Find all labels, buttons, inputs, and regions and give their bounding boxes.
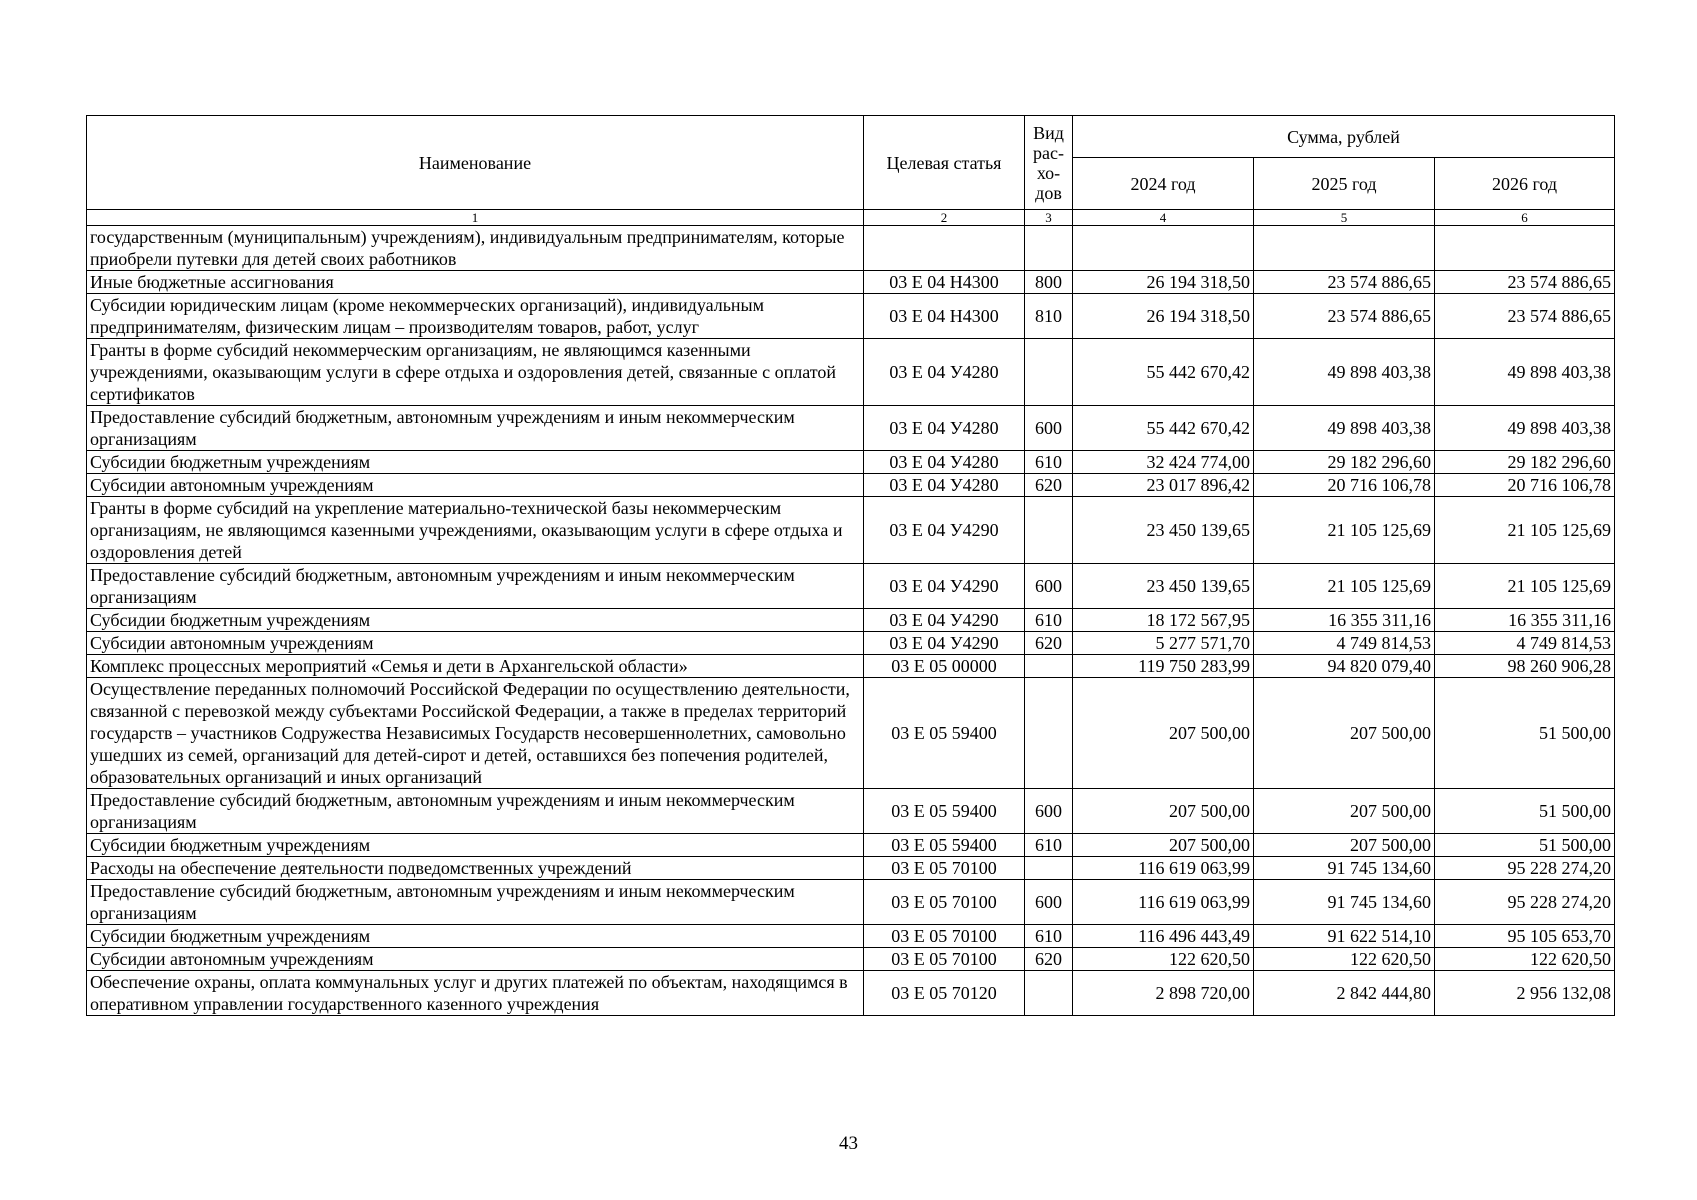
row-amount-2024-cell: 207 500,00 — [1073, 834, 1254, 857]
table-row — [87, 564, 1615, 609]
row-amount-2025-cell: 21 105 125,69 — [1254, 497, 1435, 564]
column-numbers-row — [87, 210, 1615, 226]
row-target-article-cell: 03 Е 04 У4290 — [864, 632, 1025, 655]
row-target-article-cell: 03 Е 05 59400 — [864, 678, 1025, 789]
row-expense-type-cell: 610 — [1025, 609, 1073, 632]
table-row — [87, 632, 1615, 655]
row-amount-2026-cell: 21 105 125,69 — [1435, 497, 1615, 564]
table-row — [87, 857, 1615, 880]
column-number: 1 — [87, 210, 864, 226]
table-row — [87, 271, 1615, 294]
row-target-article-cell: 03 Е 04 У4280 — [864, 339, 1025, 406]
row-expense-type-cell: 810 — [1025, 294, 1073, 339]
row-amount-2026-cell: 16 355 311,16 — [1435, 609, 1615, 632]
table-row — [87, 971, 1615, 1016]
row-amount-2026-cell: 122 620,50 — [1435, 948, 1615, 971]
row-name-cell: Субсидии бюджетным учреждениям — [87, 834, 864, 857]
row-amount-2025-cell: 23 574 886,65 — [1254, 294, 1435, 339]
row-expense-type-cell — [1025, 971, 1073, 1016]
row-amount-2026-cell: 23 574 886,65 — [1435, 271, 1615, 294]
table-row — [87, 678, 1615, 789]
row-name-cell: Предоставление субсидий бюджетным, автономным учреждениям и иным некоммерческим организациям — [87, 880, 864, 925]
row-target-article-cell: 03 Е 04 У4280 — [864, 474, 1025, 497]
row-amount-2024-cell: 32 424 774,00 — [1073, 451, 1254, 474]
row-name-cell: Гранты в форме субсидий некоммерческим организациям, не являющимся казенными учреждениями, оказывающим услуги в сфере отдыха и оздоровления детей, связанные с оплатой сертификатов — [87, 339, 864, 406]
table-row — [87, 609, 1615, 632]
table-row — [87, 834, 1615, 857]
row-amount-2025-cell: 49 898 403,38 — [1254, 339, 1435, 406]
row-amount-2024-cell: 26 194 318,50 — [1073, 294, 1254, 339]
row-expense-type-cell: 610 — [1025, 451, 1073, 474]
row-target-article-cell: 03 Е 05 70120 — [864, 971, 1025, 1016]
row-amount-2025-cell: 16 355 311,16 — [1254, 609, 1435, 632]
row-amount-2024-cell: 207 500,00 — [1073, 678, 1254, 789]
row-amount-2025-cell: 207 500,00 — [1254, 789, 1435, 834]
row-amount-2026-cell: 20 716 106,78 — [1435, 474, 1615, 497]
row-amount-2026-cell: 95 228 274,20 — [1435, 880, 1615, 925]
header-name: Наименование — [87, 116, 864, 210]
budget-table — [86, 115, 1615, 1016]
row-amount-2025-cell: 122 620,50 — [1254, 948, 1435, 971]
row-amount-2024-cell: 5 277 571,70 — [1073, 632, 1254, 655]
row-expense-type-cell: 600 — [1025, 880, 1073, 925]
row-name-cell: Субсидии автономным учреждениям — [87, 948, 864, 971]
row-amount-2025-cell: 4 749 814,53 — [1254, 632, 1435, 655]
row-target-article-cell: 03 Е 05 70100 — [864, 948, 1025, 971]
table-row — [87, 474, 1615, 497]
row-amount-2026-cell: 29 182 296,60 — [1435, 451, 1615, 474]
page-number: 43 — [839, 1133, 858, 1154]
row-amount-2024-cell: 55 442 670,42 — [1073, 339, 1254, 406]
row-expense-type-cell: 620 — [1025, 474, 1073, 497]
row-name-cell: Осуществление переданных полномочий Российской Федерации по осуществлению деятельности, связанной с перевозкой между субъектами Российской Федерации, а также в пределах территорий государств – участников Содружества Независимых Государств несовершеннолетних, самовольно ушедших из семей, организаций для детей-сирот и детей, оставшихся без попечения родителей, образовательных организаций и иных организаций — [87, 678, 864, 789]
table-row — [87, 226, 1615, 271]
row-expense-type-cell: 610 — [1025, 925, 1073, 948]
row-expense-type-cell — [1025, 226, 1073, 271]
row-target-article-cell: 03 Е 05 59400 — [864, 834, 1025, 857]
row-amount-2024-cell: 2 898 720,00 — [1073, 971, 1254, 1016]
row-name-cell: Гранты в форме субсидий на укрепление материально-технической базы некоммерческим организациям, не являющимся казенными учреждениями, оказывающим услуги в сфере отдыха и оздоровления детей — [87, 497, 864, 564]
row-expense-type-cell — [1025, 678, 1073, 789]
row-target-article-cell: 03 Е 04 У4290 — [864, 564, 1025, 609]
row-name-cell: Субсидии бюджетным учреждениям — [87, 609, 864, 632]
row-target-article-cell: 03 Е 04 У4290 — [864, 497, 1025, 564]
row-amount-2026-cell: 51 500,00 — [1435, 834, 1615, 857]
table-row — [87, 925, 1615, 948]
row-expense-type-cell: 610 — [1025, 834, 1073, 857]
table-body — [87, 226, 1615, 1016]
table-row — [87, 789, 1615, 834]
row-amount-2024-cell: 23 017 896,42 — [1073, 474, 1254, 497]
row-amount-2026-cell: 98 260 906,28 — [1435, 655, 1615, 678]
table-row — [87, 406, 1615, 451]
row-expense-type-cell — [1025, 857, 1073, 880]
row-expense-type-cell — [1025, 339, 1073, 406]
row-target-article-cell: 03 Е 05 70100 — [864, 925, 1025, 948]
column-number: 3 — [1025, 210, 1073, 226]
row-amount-2025-cell — [1254, 226, 1435, 271]
row-target-article-cell: 03 Е 04 Н4300 — [864, 294, 1025, 339]
row-amount-2025-cell: 23 574 886,65 — [1254, 271, 1435, 294]
row-amount-2026-cell: 51 500,00 — [1435, 789, 1615, 834]
row-target-article-cell: 03 Е 04 Н4300 — [864, 271, 1025, 294]
row-name-cell: Комплекс процессных мероприятий «Семья и дети в Архангельской области» — [87, 655, 864, 678]
row-amount-2024-cell: 207 500,00 — [1073, 789, 1254, 834]
table-row — [87, 948, 1615, 971]
row-name-cell: Иные бюджетные ассигнования — [87, 271, 864, 294]
row-amount-2025-cell: 2 842 444,80 — [1254, 971, 1435, 1016]
header-target-article: Целевая статья — [864, 116, 1025, 210]
row-expense-type-cell: 800 — [1025, 271, 1073, 294]
row-name-cell: Субсидии автономным учреждениям — [87, 474, 864, 497]
row-amount-2025-cell: 94 820 079,40 — [1254, 655, 1435, 678]
row-target-article-cell: 03 Е 04 У4290 — [864, 609, 1025, 632]
row-amount-2026-cell: 2 956 132,08 — [1435, 971, 1615, 1016]
row-amount-2024-cell: 116 496 443,49 — [1073, 925, 1254, 948]
row-amount-2025-cell: 21 105 125,69 — [1254, 564, 1435, 609]
row-amount-2024-cell: 55 442 670,42 — [1073, 406, 1254, 451]
column-number: 6 — [1435, 210, 1615, 226]
row-target-article-cell: 03 Е 04 У4280 — [864, 406, 1025, 451]
header-year-2025: 2025 год — [1254, 158, 1435, 210]
row-amount-2024-cell: 116 619 063,99 — [1073, 857, 1254, 880]
row-expense-type-cell: 620 — [1025, 632, 1073, 655]
row-target-article-cell: 03 Е 04 У4280 — [864, 451, 1025, 474]
row-amount-2026-cell: 4 749 814,53 — [1435, 632, 1615, 655]
row-target-article-cell: 03 Е 05 70100 — [864, 857, 1025, 880]
row-name-cell: Предоставление субсидий бюджетным, автономным учреждениям и иным некоммерческим организациям — [87, 406, 864, 451]
row-amount-2026-cell — [1435, 226, 1615, 271]
row-target-article-cell — [864, 226, 1025, 271]
table-row — [87, 655, 1615, 678]
header-year-2026: 2026 год — [1435, 158, 1615, 210]
column-number: 4 — [1073, 210, 1254, 226]
header-expense-type: Вид рас-хо-дов — [1025, 116, 1073, 210]
row-amount-2025-cell: 91 622 514,10 — [1254, 925, 1435, 948]
row-amount-2024-cell: 119 750 283,99 — [1073, 655, 1254, 678]
row-name-cell: Предоставление субсидий бюджетным, автономным учреждениям и иным некоммерческим организациям — [87, 564, 864, 609]
table-row — [87, 294, 1615, 339]
row-expense-type-cell: 600 — [1025, 789, 1073, 834]
column-number: 5 — [1254, 210, 1435, 226]
row-target-article-cell: 03 Е 05 70100 — [864, 880, 1025, 925]
row-expense-type-cell — [1025, 497, 1073, 564]
row-amount-2024-cell: 23 450 139,65 — [1073, 564, 1254, 609]
row-expense-type-cell — [1025, 655, 1073, 678]
row-amount-2026-cell: 21 105 125,69 — [1435, 564, 1615, 609]
row-amount-2024-cell: 122 620,50 — [1073, 948, 1254, 971]
row-amount-2025-cell: 91 745 134,60 — [1254, 857, 1435, 880]
row-name-cell: Субсидии бюджетным учреждениям — [87, 925, 864, 948]
row-amount-2025-cell: 207 500,00 — [1254, 678, 1435, 789]
row-amount-2026-cell: 51 500,00 — [1435, 678, 1615, 789]
row-name-cell: Субсидии бюджетным учреждениям — [87, 451, 864, 474]
row-amount-2024-cell: 23 450 139,65 — [1073, 497, 1254, 564]
row-amount-2026-cell: 23 574 886,65 — [1435, 294, 1615, 339]
table-row — [87, 451, 1615, 474]
header-sum: Сумма, рублей — [1073, 116, 1615, 158]
row-amount-2026-cell: 49 898 403,38 — [1435, 406, 1615, 451]
table-row — [87, 880, 1615, 925]
row-amount-2025-cell: 91 745 134,60 — [1254, 880, 1435, 925]
row-expense-type-cell: 620 — [1025, 948, 1073, 971]
row-name-cell: Предоставление субсидий бюджетным, автономным учреждениям и иным некоммерческим организациям — [87, 789, 864, 834]
table-row — [87, 339, 1615, 406]
row-amount-2024-cell: 116 619 063,99 — [1073, 880, 1254, 925]
row-amount-2026-cell: 95 105 653,70 — [1435, 925, 1615, 948]
table-row — [87, 497, 1615, 564]
row-target-article-cell: 03 Е 05 00000 — [864, 655, 1025, 678]
row-expense-type-cell: 600 — [1025, 406, 1073, 451]
header-year-2024: 2024 год — [1073, 158, 1254, 210]
row-name-cell: Обеспечение охраны, оплата коммунальных услуг и других платежей по объектам, находящимся в оперативном управлении государственного казенного учреждения — [87, 971, 864, 1016]
row-amount-2024-cell: 26 194 318,50 — [1073, 271, 1254, 294]
row-name-cell: Субсидии автономным учреждениям — [87, 632, 864, 655]
row-expense-type-cell: 600 — [1025, 564, 1073, 609]
column-number: 2 — [864, 210, 1025, 226]
row-name-cell: Расходы на обеспечение деятельности подведомственных учреждений — [87, 857, 864, 880]
row-target-article-cell: 03 Е 05 59400 — [864, 789, 1025, 834]
row-amount-2025-cell: 20 716 106,78 — [1254, 474, 1435, 497]
row-amount-2026-cell: 95 228 274,20 — [1435, 857, 1615, 880]
row-amount-2024-cell — [1073, 226, 1254, 271]
row-name-cell: Субсидии юридическим лицам (кроме некоммерческих организаций), индивидуальным предпринимателям, физическим лицам – производителям товаров, работ, услуг — [87, 294, 864, 339]
row-amount-2024-cell: 18 172 567,95 — [1073, 609, 1254, 632]
document-page — [86, 115, 1614, 1016]
row-amount-2025-cell: 29 182 296,60 — [1254, 451, 1435, 474]
row-amount-2025-cell: 207 500,00 — [1254, 834, 1435, 857]
row-name-cell: государственным (муниципальным) учреждениям), индивидуальным предпринимателям, которые приобрели путевки для детей своих работников — [87, 226, 864, 271]
row-amount-2025-cell: 49 898 403,38 — [1254, 406, 1435, 451]
row-amount-2026-cell: 49 898 403,38 — [1435, 339, 1615, 406]
